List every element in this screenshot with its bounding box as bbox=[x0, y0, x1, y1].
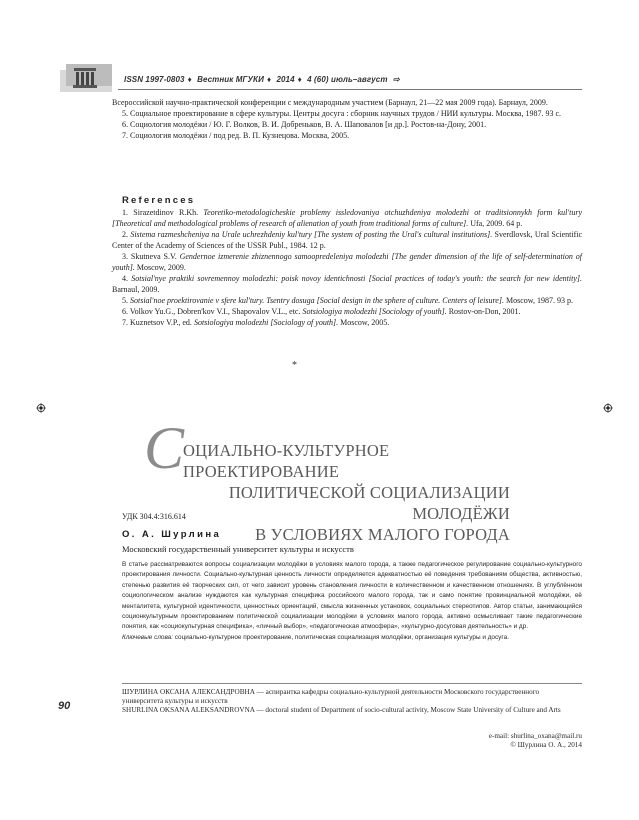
title-line: ПОЛИТИЧЕСКОЙ СОЦИАЛИЗАЦИИ МОЛОДЁЖИ bbox=[228, 483, 510, 523]
email-link[interactable]: e-mail: shurlina_oxana@mail.ru bbox=[488, 732, 582, 740]
abstract bbox=[122, 560, 582, 643]
running-header: ISSN 1997-0803 ♦ Вестник МГУКИ ♦ 2014 ♦ 4 (60) июль–август ⇨ bbox=[124, 75, 400, 84]
ref-continuation: Всероссийской научно-практической конференции с международным участием (Барнаул, 21—22 мая 2009 года). Барнаул, 2009. bbox=[112, 98, 548, 107]
registration-mark-icon bbox=[36, 403, 46, 413]
author-info-ru: ШУРЛИНА ОКСАНА АЛЕКСАНДРОВНА — аспирантка кафедры социально-культурной деятельности Московского государственного университета культуры и искусств bbox=[122, 688, 540, 705]
page-number: 90 bbox=[58, 700, 71, 712]
ref-item: 5. Социальное проектирование в сфере культуры. Центры досуга : сборник научных трудов / НИИ культуры. Москва, 1987. 93 с. bbox=[122, 109, 562, 118]
references-list bbox=[112, 207, 582, 328]
keywords: социально-культурное проектирование, политическая социализация молодёжи, организация культуры и досуга. bbox=[173, 633, 509, 641]
reference-2: 2. Sistema razmeshcheniya na Urale uchrezhdeniy kul'tury [The system of posting the Ural's cultural institutions]. Sverdlovsk, Ural Scientific Center of the Academy of Sciences of the USSR Publ., 1984. 12 p. bbox=[112, 230, 583, 250]
author-contact bbox=[382, 732, 582, 750]
keywords-label: Ключевые слова: bbox=[122, 633, 173, 641]
previous-references bbox=[112, 97, 582, 141]
reference-4: 4. Sotsial'nye praktiki sovremennoy molodezhi: poisk novoy identichnosti [Social practices of today's youth: the search for new identity]. Barnaul, 2009. bbox=[112, 274, 583, 294]
year: 2014 bbox=[276, 75, 295, 84]
reference-7: 7. Kuznetsov V.P., ed. Sotsiologiya molodezhi [Sociology of youth]. Moscow, 2005. bbox=[122, 318, 390, 327]
title-line: В УСЛОВИЯХ МАЛОГО ГОРОДА bbox=[255, 525, 510, 544]
author-info-divider bbox=[122, 683, 582, 684]
ref-item: 6. Социология молодёжи / Ю. Г. Волков, В. И. Добреньков, В. А. Шаповалов [и др.]. Ростов-на-Дону, 2001. bbox=[122, 120, 487, 129]
author-name: О. А. Шурлина bbox=[122, 529, 222, 540]
reference-3: 3. Skutneva S.V. Gendernoe izmerenie zhiznennogo samoopredeleniya molodezhi [The gender dimension of the life of self-determination of youth]. Moscow, 2009. bbox=[112, 252, 582, 272]
udc-code: УДК 304.4:316.614 bbox=[122, 512, 186, 521]
title-initial: С bbox=[144, 415, 185, 481]
reference-1: 1. Sirazetdinov R.Kh. Teoretiko-metodologicheskie problemy issledovaniya otchuzhdeniya molodezhi ot traditsionnykh form kul'tury [Theoretical and methodological problems of research of alienation of youth from traditional forms of culture]. Ufa, 2009. 64 p. bbox=[112, 208, 582, 228]
reference-5: 5. Sotsial'noe proektirovanie v sfere kul'tury. Tsentry dosuga [Social design in the sphere of culture. Centers of leisure]. Moscow, 1987. 93 p. bbox=[122, 296, 574, 305]
title-line: ОЦИАЛЬНО-КУЛЬТУРНОЕ ПРОЕКТИРОВАНИЕ bbox=[183, 441, 390, 481]
ref-item: 7. Социология молодёжи / под ред. В. П. Кузнецова. Москва, 2005. bbox=[122, 131, 350, 140]
arrow-right-icon: ⇨ bbox=[392, 75, 400, 84]
author-info-en: SHURLINA OKSANA ALEKSANDROVNA — doctoral student of Department of socio-cultural activity, Moscow State University of Culture and Arts bbox=[122, 706, 561, 714]
author-affiliation: Московский государственный университет культуры и искусств bbox=[122, 544, 354, 554]
copyright: © Шурлина О. А., 2014 bbox=[510, 741, 582, 749]
section-separator: * bbox=[292, 360, 297, 371]
journal-logo bbox=[60, 64, 118, 94]
references-heading: References bbox=[122, 195, 196, 206]
author-info bbox=[122, 688, 582, 715]
journal-name: Вестник МГУКИ bbox=[197, 75, 264, 84]
reference-6: 6. Volkov Yu.G., Dobren'kov V.I., Shapovalov V.L., etc. Sotsiologiya molodezhi [Sociology of youth]. Rostov-on-Don, 2001. bbox=[122, 307, 521, 316]
abstract-text: В статье рассматриваются вопросы социализации молодёжи в условиях малого города, а также педагогическое регулирование социально-культурного проектирования личности. Социально-культурная ценность личности определяется адекватностью её поведения требованиям общества, активностью, степенью развития её творческих сил, от чего зависит уровень становления личности в количественном и качественном отношениях. В углублённом социологическом анализе нуждаются как культурная специфика российского малого города, так и само понятие провинциальной молодёжи, её менталитета, культурной идентичности, ценностных ориентаций, смысла жизненных установок, социальных стереотипов. Автор статьи, занимающийся соционкультурным проектированием политической социализации молодёжи в условиях малого города, активно осмысливает такие педагогические понятия, как «социокультурная специфика», «личный выбор», «педагогическая атмосфера», «культурно-досуговая деятельность» и др. bbox=[122, 561, 582, 631]
registration-mark-icon bbox=[603, 403, 613, 413]
issn: ISSN 1997-0803 bbox=[124, 75, 185, 84]
header-divider bbox=[118, 89, 582, 90]
issue: 4 (60) июль–август bbox=[307, 75, 388, 84]
